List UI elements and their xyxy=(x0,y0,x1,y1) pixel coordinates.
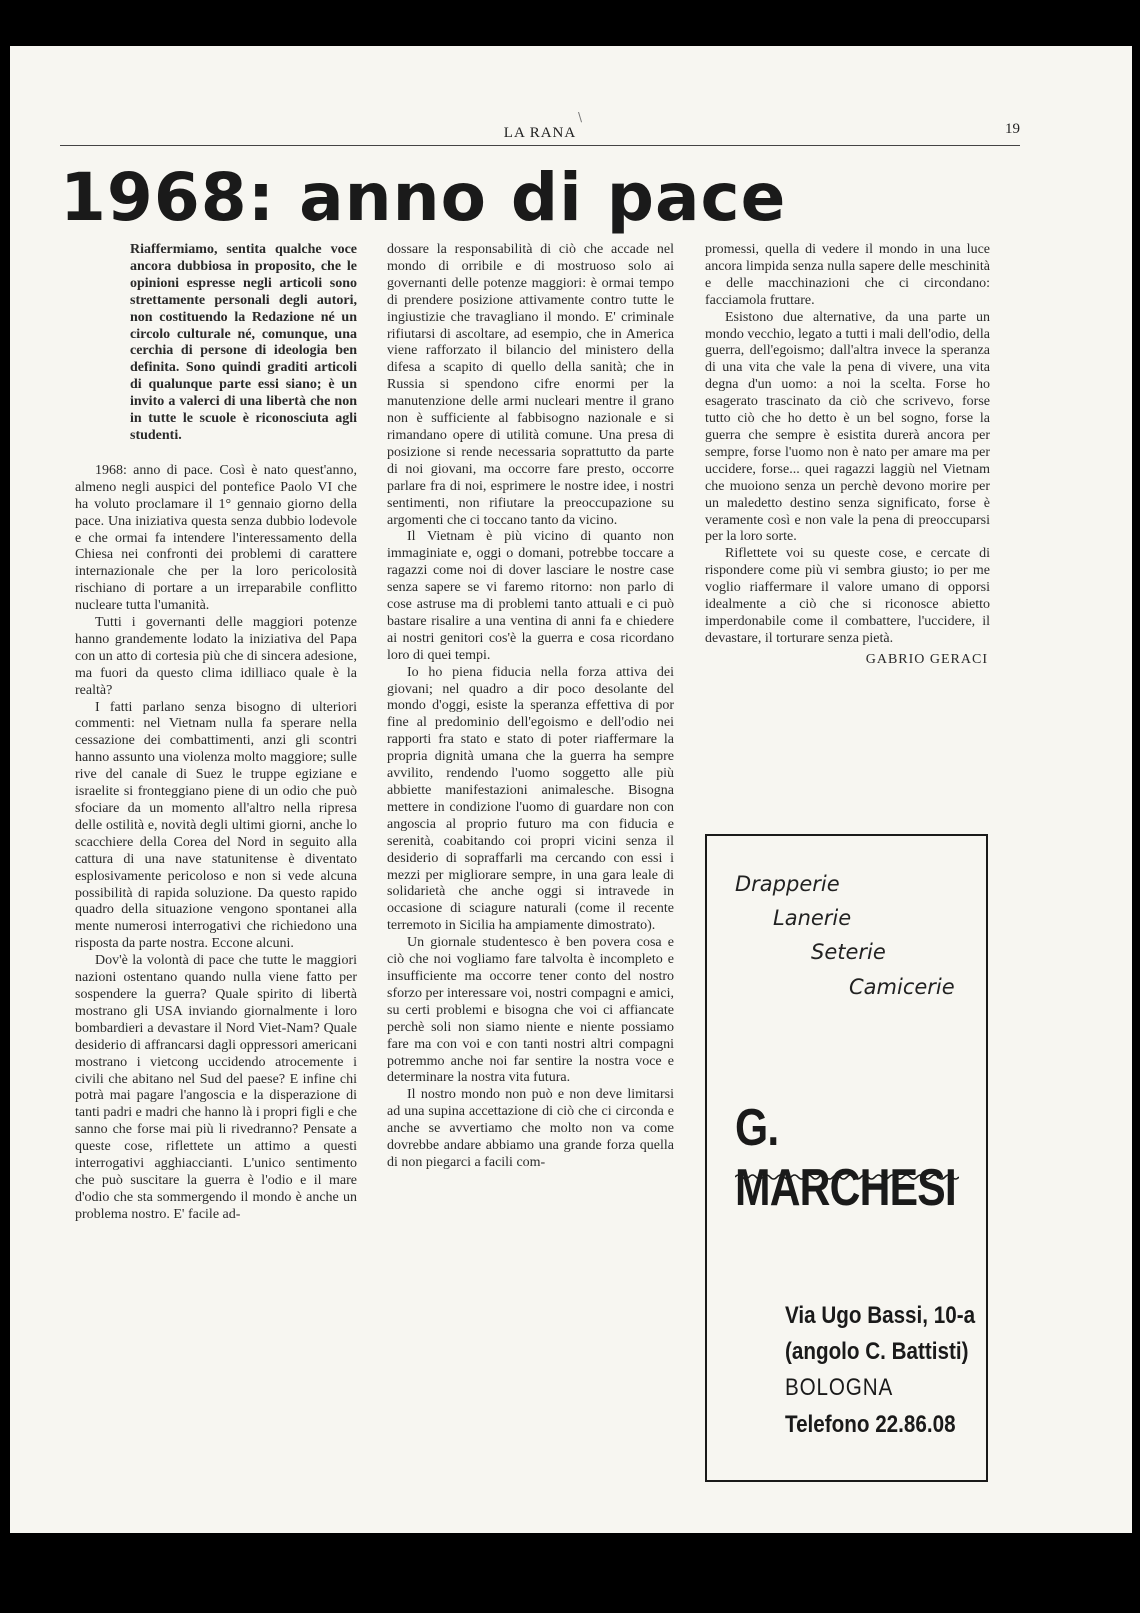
ad-city: BOLOGNA xyxy=(785,1374,894,1401)
author-signature: GABRIO GERACI xyxy=(865,651,988,667)
article-column-3 xyxy=(705,242,990,669)
paragraph: promessi, quella di vedere il mondo in una luce ancora limpida senza nulla sapere delle meschinità e delle macchinazioni che ci circondano: facciamola fruttare. xyxy=(705,242,990,308)
magazine-page xyxy=(10,46,1132,1533)
paragraph: Dov'è la volontà di pace che tutte le maggiori nazioni ostentano quando nulla viene fatto per sospendere la guerra? Quale spirito di libertà mostrano gli USA inviando giornalmente i loro bombardieri a devastare il Nord Viet-Nam? Quale desiderio di affrancarsi dagli oppressori americani mostrano i vietcong uccidendo atrocemente i civili che abitano nel Sud del paese? E infine chi potrà mai pagare l'angoscia e la disperazione di tanti padri e madri che hanno là i propri figli e che sanno che forse mai più li rivedranno? Pensate a queste cose, riflettete un attimo a questi interrogativi agghiaccianti. L'unico sentimento che può suscitare la guerra è l'odio e il mare d'odio che sta sommergendo il mondo è anche un problema nostro. E' facile ad- xyxy=(75,953,357,1222)
page-number: 19 xyxy=(1005,121,1020,137)
ad-address-note: (angolo C. Battisti) xyxy=(785,1338,969,1365)
paragraph: Un giornale studentesco è ben povera cosa e ciò che noi vogliamo fare talvolta è incompleto e insufficiente ma occorre tener conto del nostro sforzo per interessare voi, nostri compagni e amici, su certi problemi e bisogna che voi ci affiancate perchè soli non siamo niente e niente possiamo fare ma con voi e con tanti nostri altri compagni potremmo anche noi far sentire la nostra voce e determinare la nostra vita futura. xyxy=(387,935,674,1086)
ad-item: Seterie xyxy=(811,940,886,964)
article-headline: 1968: anno di pace xyxy=(60,159,787,236)
paragraph: dossare la responsabilità di ciò che accade nel mondo di orribile e di mostruoso solo ai governanti delle potenze maggiori: è ormai tempo di prendere posizione attivamente contro tutte le ingiustizie che travagliano il mondo. E' criminale rifiutarsi di ascoltare, ad esempio, che in America viene rafforzato il bilancio del ministero della difesa a scapito di quello della sanità; che in Russia si spendono cifre enormi per la manutenzione delle armi nucleari mentre il grano non è sufficiente al fabbisogno nazionale e si rimandano opere di utilità comune. Una presa di posizione si rende necessaria soprattutto da parte di noi giovani, ma occorre fare presto, occorre parlare fra di noi, esprimere le nostre idee, i nostri sentimenti, non rifiutare la preoccupazione su argomenti che ci toccano tanto da vicino. xyxy=(387,242,674,528)
journal-title: LA RANA xyxy=(503,125,577,141)
editorial-note: Riaffermiamo, sentita qualche voce ancora dubbiosa in proposito, che le opinioni espresse negli articoli sono strettamente personali degli autori, non costituendo la Redazione né un circolo culturale né, comunque, una cerchia di persone di ideologia ben definita. Sono quindi graditi articoli di qualunque parte essi siano; è un invito a valerci di una libertà che non in tutte le scuole è riconosciuta agli studenti. xyxy=(130,242,357,443)
paragraph: I fatti parlano senza bisogno di ulteriori commenti: nel Vietnam nulla fa sperare nella cessazione dei combattimenti, anzi gli scontri hanno assunto una violenza molto maggiore; sulle rive del canale di Suez le truppe egiziane e israelite si fronteggiano piene di un odio che può sfociare da un momento all'altro nella ripresa delle ostilità e, novità degli ultimi giorni, anche lo scacchiere della Corea del Nord in seguito alla cattura di una nave statunitense è diventato esplosivamente pericoloso e non si vede alcuna possibilità di rapida soluzione. Da questo rapido quadro della situazione vengono spontanei alla mente numerosi interrogativi che richiedono una risposta da parte nostra. Eccone alcuni. xyxy=(75,699,357,952)
page-mark: \ xyxy=(578,110,583,124)
ad-brand-name: G. MARCHESI xyxy=(735,1099,956,1217)
ad-address: Via Ugo Bassi, 10-a xyxy=(785,1302,976,1329)
paragraph: Esistono due alternative, da una parte un mondo vecchio, legato a tutti i mali dell'odio, della guerra, dell'egoismo; dall'altra invece la speranza di una vita che vale la pena di vivere, una vita degna d'un uomo: a noi la scelta. Forse ho esagerato trascinato da ciò che scrivevo, forse tutto ciò che ho detto è un bel sogno, forse la guerra che sempre è esistita durerà ancora per sempre, forse l'uomo non è nato per amare ma per uccidere, forse... quei ragazzi laggiù nel Vietnam che muoiono senza un perchè devono morire per un maledetto destino senza significato, forse è veramente così e non vale la pena di preoccuparsi per la loro sorte. xyxy=(705,309,990,545)
article-column-2 xyxy=(387,242,674,1172)
paragraph: Tutti i governanti delle maggiori potenze hanno grandemente lodato la iniziativa del Papa con un atto di cortesia più che di sincera adesione, ma fuori da questo clima idilliaco quale è la realtà? xyxy=(75,615,357,698)
advertisement-box xyxy=(705,834,988,1482)
paragraph: Il nostro mondo non può e non deve limitarsi ad una supina accettazione di ciò che ci circonda e anche se avvertiamo che molto non va come dovrebbe andare abbiamo una grande forza quella di non piegarci a facili com- xyxy=(387,1087,674,1170)
ad-item: Camicerie xyxy=(849,975,955,999)
paragraph: Io ho piena fiducia nella forza attiva dei giovani; nel quadro a dir poco desolante del mondo d'oggi, esiste la speranza effettiva di por fine al predominio dell'egoismo e dell'odio nei rapporti fra stato e stato di poter riaffermare la propria dignità umana che la guerra ha sempre avvilito, rendendo l'uomo soggetto alle più abbiette manifestazioni animalesche. Bisogna mettere in condizione l'uomo di guardare non con angoscia al proprio futuro ma con fiducia e serenità, coabitando coi propri vicini senza il desiderio di sopraffarli ma cercando con essi i mezzi per migliorare sempre, in una gara leale di solidarietà che anche oggi si intravede in occasione di sciagure naturali (come il recente terremoto in Sicilia ha ampiamente dimostrato). xyxy=(387,664,674,934)
article-column-1 xyxy=(75,242,357,1224)
decorative-wave-rule xyxy=(735,1172,959,1182)
paragraph: 1968: anno di pace. Così è nato quest'anno, almeno negli auspici del pontefice Paolo VI che ha voluto proclamare il 1° gennaio giorno della pace. Una iniziativa questa senza dubbio lodevole e che ormai fa intendere l'interessamento della Chiesa nei confronti dei problemi di carattere internazionale che per la loro pericolosità rischiano di portare a un irreparabile conflitto nucleare tutta l'umanità. xyxy=(75,462,357,614)
running-header xyxy=(60,121,1020,146)
ad-item: Drapperie xyxy=(735,872,840,896)
ad-phone: Telefono 22.86.08 xyxy=(785,1411,956,1438)
ad-item: Lanerie xyxy=(773,906,852,930)
paragraph: Riflettete voi su queste cose, e cercate di rispondere come più vi sembra giusto; io per me voglio riaffermare il valore umano di opporsi idealmente a ciò che si riconosce abietto imperdonabile come il combattere, l'uccidere, il devastare, il torturare senza pietà. xyxy=(705,546,990,646)
paragraph: Il Vietnam è più vicino di quanto non immaginiate e, oggi o domani, potrebbe toccare a ragazzi come noi di dover lasciare le nostre case senza sapere se vi faremo ritorno: non parlo di cose astruse ma di problemi tanto attuali e ci può bastare risalire a una ventina di anni fa e chiedere ai nostri genitori cos'è la guerra e cosa ricordano loro di quei tempi. xyxy=(387,529,674,663)
